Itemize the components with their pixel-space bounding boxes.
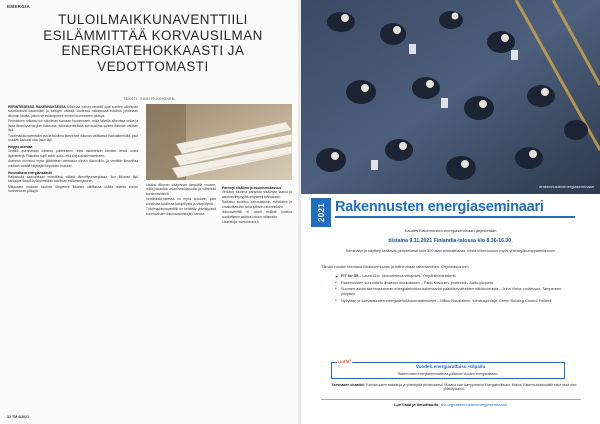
article-column-2 (146, 183, 216, 407)
subheading: Parempi sisäilma ja asumismukavuus (222, 186, 282, 190)
lead-intro: PERINTEISESSÄ RAKENNUKSESSA (8, 105, 66, 109)
section-tag: EMERGIA (7, 4, 31, 9)
seminar-title: Rakennusten energiaseminaari (335, 199, 544, 215)
article-byline: TEKSTI: SAMI RUOHONEN (123, 97, 175, 101)
article-column-3 (222, 183, 292, 407)
body-paragraph: Venttiili asennetaan ikkunan puitteeseen, eikä rakenteisiin tarvitse tehdä uusia läpivientejä. Ratkaisu sopii sekä uudis- että korjausrakentamiseen. (8, 149, 138, 158)
body-paragraph: Venttiilirakenteessa on myös suodatin, joka puhdistaa tuloilmaa katupölystä ja siitepölystä. (146, 197, 216, 206)
organizer-line: Kaudes Rakennusten energiaseminaari järjestetään (404, 228, 497, 233)
program-item: ➤ FIT for 55 – Laura Aho, neuvotteleva virkamies, Ympäristöministeriö (335, 274, 456, 279)
page-number: 32 TM 4/2021 (7, 415, 30, 419)
program-list (335, 274, 565, 305)
banner-year: 2021 (316, 203, 326, 222)
body-paragraph: Asennus onnistuu myös jälkikäteen olemassa oleviin ikkunoihin, ja venttiilin ilmavirtaa voidaan säätää käyttäjän tarpeiden mukaan. (8, 159, 138, 168)
magazine-right-page (301, 0, 600, 424)
body-paragraph: Vedoton tuloilma parantaa sisäilman laatua ja asumisviihtyvyyttä erityisesti talviaikaan. (222, 190, 292, 199)
article-column-1 (8, 105, 138, 407)
competition-title: Vuoden energiarattaisu -kilpailu (415, 364, 486, 369)
lead-text: tuloilmaa tuovat venttiilit ovat suorien ulkoilman suuntautuvia ikkunoiden ja kattojen välissä. Uudessa ratkaisussa tuloilma johdetaan ikkunan kautta, jolloin se esilämpenee ennen huoneeseen pääsyä. (8, 105, 138, 118)
registration-link[interactable]: rtsr.org/rakennustenenergiaseminaari (440, 402, 507, 407)
subheading: Huomattava energiansäästö (8, 170, 52, 175)
bullet-icon: • (335, 286, 337, 292)
body-paragraph: Ratkaisulla saavutetaan merkittävä säästö lämmitysenergiassa, kun ikkunan läpi karkaava lämpö hyödynnetään tuloilman esilämmitykseen. (8, 175, 138, 184)
new-badge: Uutta! (337, 358, 352, 365)
subheading: Helppo asentaa (8, 145, 33, 149)
competition-text: Rakennusten energiaseminaarissa palkitaan Vuoden energiarattaisu. (397, 372, 499, 376)
program-item: • Nykytilan ja tulevaisuuden energiatehokkuusvaatimukset – Mikko Nousiainen, toimitusjohtaja, Green Building Council Finland (335, 297, 552, 304)
seminar-intro: Seminaari ja näyttely keräävät perinteisesti noin 500 alan ammattilaista, mistä kiitos kuuluu myös yhteistyökumppaneillemme. (345, 249, 557, 253)
bullet-icon: • (335, 279, 337, 286)
body-paragraph: Ratkaisu soveltuu kerrostaloihin, rivitaloihin ja omakotitaloihin sekä julkisiin rakennuksiin. (222, 200, 292, 209)
arrow-icon: ➤ (335, 274, 339, 279)
photo-hashtag: #rakennustenenergiaseminaari (539, 184, 594, 189)
article-headline: TULOILMAIKKUNAVENTTIILI ESILÄMMITTÄÄ KORVAUSILMAN ENERGIATEHOKKAASTI JA VEDOTTOMASTI (43, 12, 263, 74)
title-underline (335, 216, 575, 218)
magazine-left-page (0, 0, 298, 424)
body-paragraph: Perinteinen ratkaisu tuo ulkoilman suoraan huoneeseen, mikä talvella aiheuttaa vetoa ja lisää lämmitysenergian kulutusta. Ikkunaventtiilissä korvausilma kulkee ikkunan välitilan läpi. (8, 119, 138, 132)
theme-line: Tämän vuoden teemana ilmastonmuutos ja hiilineutraali rakentaminen. Ohjelmassa mm. (321, 265, 470, 269)
product-photo-illustration (146, 104, 292, 180)
sponsors-block: Seminaarin sisaatiot: Tulevaisuuden ratkaisuja ja yhteistyötä ylivoimaisesti. Mukana ovat kumppaneina Energiateollisuus, Motiva, Rakennustietosäätiö sekä muut alan yhteistyötahot. (331, 383, 577, 392)
body-paragraph: Ikkunaventtiili ei vaadi erillistä huoltoa suodattimen vaihtoa lukuun ottamatta. (222, 210, 292, 219)
body-paragraph: Tuloilmaikkunaventtiilin avulla tuloilma lämpenee ikkunan välitilassa hukkalämmöllä, joka muuten karkaisi ulos lasin läpi. (8, 133, 138, 142)
body-paragraph: Lisäksi ikkunan sisäpinnan lämpötila nousee, mikä parantaa asumismukavuutta ja vähentää kondenssiriskiä. (146, 183, 216, 196)
body-paragraph: Mittausten mukaan tuloilma lämpenee ikkunan välitilassa useita asteita ennen huoneeseen pääsyä. (8, 185, 138, 194)
conference-photo-illustration (301, 0, 600, 194)
program-item: • Rakennusten suunnittelu ilmaston muutokseen – Risto Kosonen, professori, Aalto-yliopisto (335, 279, 493, 286)
footer-divider (321, 399, 581, 400)
event-date: tiistaina 9.11.2021 Finlandia-talossa klo 8.30-16.30. (388, 238, 513, 244)
article-footer-link: Lisätietoja: www.ikkuna.fi (222, 220, 259, 225)
lead-paragraph (8, 105, 138, 118)
bullet-icon: • (335, 297, 337, 304)
body-paragraph: Tuloilmaikkunaventtiili on kehitetty yhteistyössä suomalaisten ikkunavalmistajien kanssa. (146, 207, 216, 216)
registration-line: Lue lisää ja ilmoittaudu: rtsr.org/rakennustenenergiaseminaari (394, 402, 507, 407)
program-item: • Suomen asuinrakennuskannan energiatehokkuusskenaariot päästötavoitteiden näkökulmasta – Juha Vinha, professori, Tampereen yliopisto (335, 286, 562, 296)
conference-audience-photo (301, 0, 600, 194)
ventilation-product-photo (146, 104, 292, 180)
